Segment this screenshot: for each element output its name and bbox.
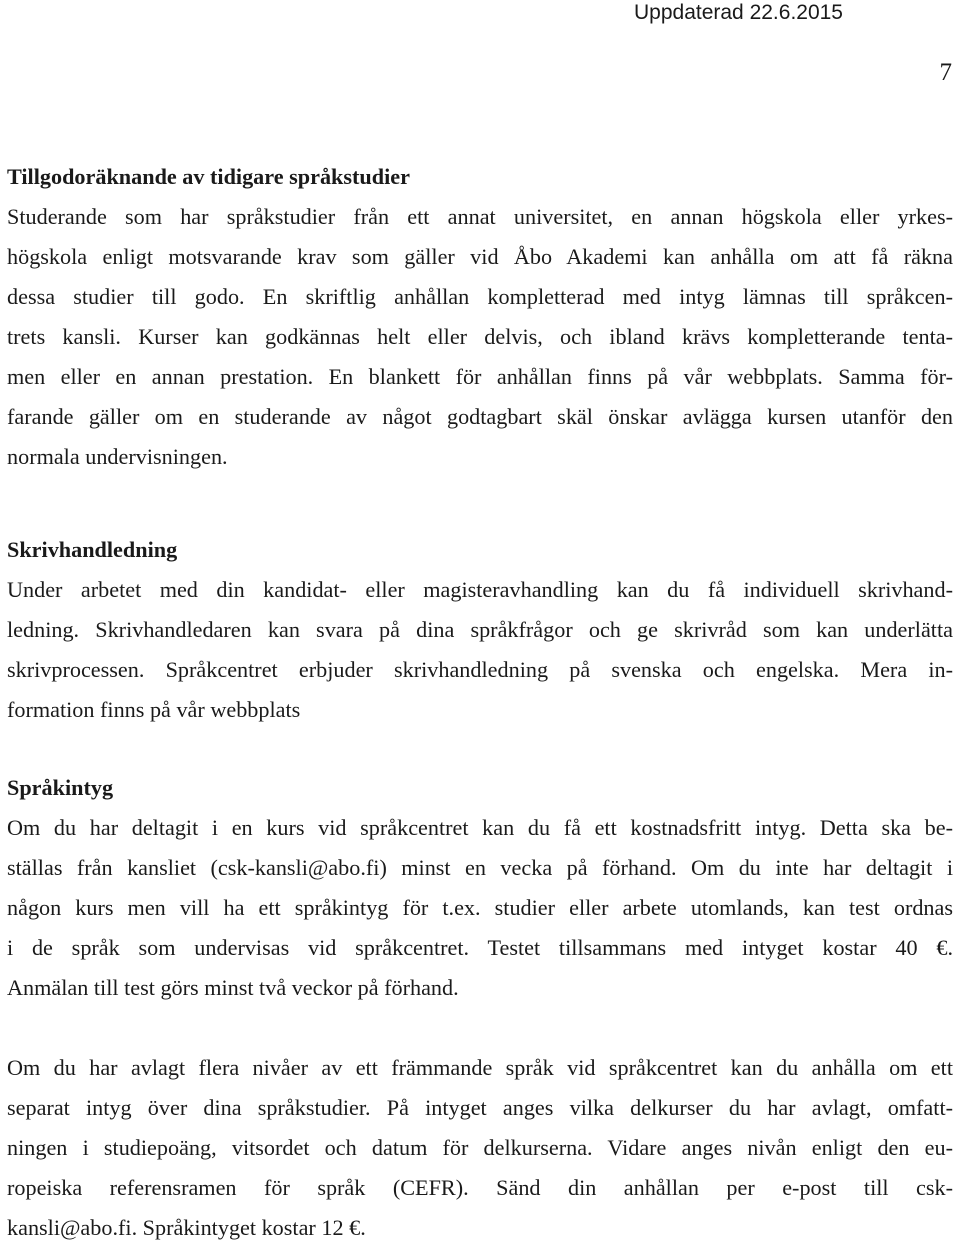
text-line: någon kurs men vill ha ett språkintyg för t.ex. studier eller arbete utomlands, kan test ordnas xyxy=(7,895,953,920)
text-line: ledning. Skrivhandledaren kan svara på dina språkfrågor och ge skrivråd som kan underlätta xyxy=(7,617,953,642)
text-line: ningen i studiepoäng, vitsordet och datum för delkurserna. Vidare anges nivån enligt den eu- xyxy=(7,1135,953,1160)
section-writing-guidance xyxy=(7,530,953,730)
paragraph xyxy=(7,197,953,477)
text-line: separat intyg över dina språkstudier. På intyget anges vilka delkurser du har avlagt, omfatt- xyxy=(7,1095,953,1120)
text-line: normala undervisningen. xyxy=(7,444,228,469)
section-title: Skrivhandledning xyxy=(7,537,178,562)
update-date-stamp: Uppdaterad 22.6.2015 xyxy=(633,1,843,24)
text-line: i de språk som undervisas vid språkcentret. Testet tillsammans med intyget kostar 40 €. xyxy=(7,935,953,960)
document-body xyxy=(7,157,953,1248)
section-credit-transfer xyxy=(7,157,953,477)
section-title: Språkintyg xyxy=(7,775,114,800)
section-separate-certificate xyxy=(7,1048,953,1248)
text-line: formation finns på vår webbplats xyxy=(7,697,301,722)
paragraph xyxy=(7,570,953,730)
text-line: ställas från kansliet (csk-kansli@abo.fi) minst en vecka på förhand. Om du inte har deltagit i xyxy=(7,855,953,880)
text-line: Om du har avlagt flera nivåer av ett främmande språk vid språkcentret kan du anhålla om ett xyxy=(7,1055,953,1080)
paragraph xyxy=(7,808,953,1008)
text-line: dessa studier till godo. En skriftlig anhållan kompletterad med intyg lämnas till språkcen- xyxy=(7,284,953,309)
text-line: kansli@abo.fi. Språkintyget kostar 12 €. xyxy=(7,1215,366,1240)
text-line: farande gäller om en studerande av något godtagbart skäl önskar avlägga kursen utanför den xyxy=(7,404,953,429)
text-line: högskola enligt motsvarande krav som gäller vid Åbo Akademi kan anhålla om att få räkna xyxy=(7,244,953,269)
text-line: men eller en annan prestation. En blankett för anhållan finns på vår webbplats. Samma för- xyxy=(7,364,953,389)
text-line: skrivprocessen. Språkcentret erbjuder skrivhandledning på svenska och engelska. Mera in- xyxy=(7,657,953,682)
page-number: 7 xyxy=(939,59,952,86)
section-language-certificate xyxy=(7,768,953,1008)
paragraph xyxy=(7,1048,953,1248)
section-title: Tillgodoräknande av tidigare språkstudier xyxy=(7,164,410,189)
text-line: Studerande som har språkstudier från ett annat universitet, en annan högskola eller yrkes- xyxy=(7,204,953,229)
text-line: Om du har deltagit i en kurs vid språkcentret kan du få ett kostnadsfritt intyg. Detta ska be- xyxy=(7,815,953,840)
text-line: Under arbetet med din kandidat- eller magisteravhandling kan du få individuell skrivhand- xyxy=(7,577,953,602)
text-line: ropeiska referensramen för språk (CEFR). Sänd din anhållan per e-post till csk- xyxy=(7,1175,953,1200)
text-line: Anmälan till test görs minst två veckor på förhand. xyxy=(7,975,459,1000)
text-line: trets kansli. Kurser kan godkännas helt eller delvis, och ibland krävs kompletterande tenta- xyxy=(7,324,953,349)
